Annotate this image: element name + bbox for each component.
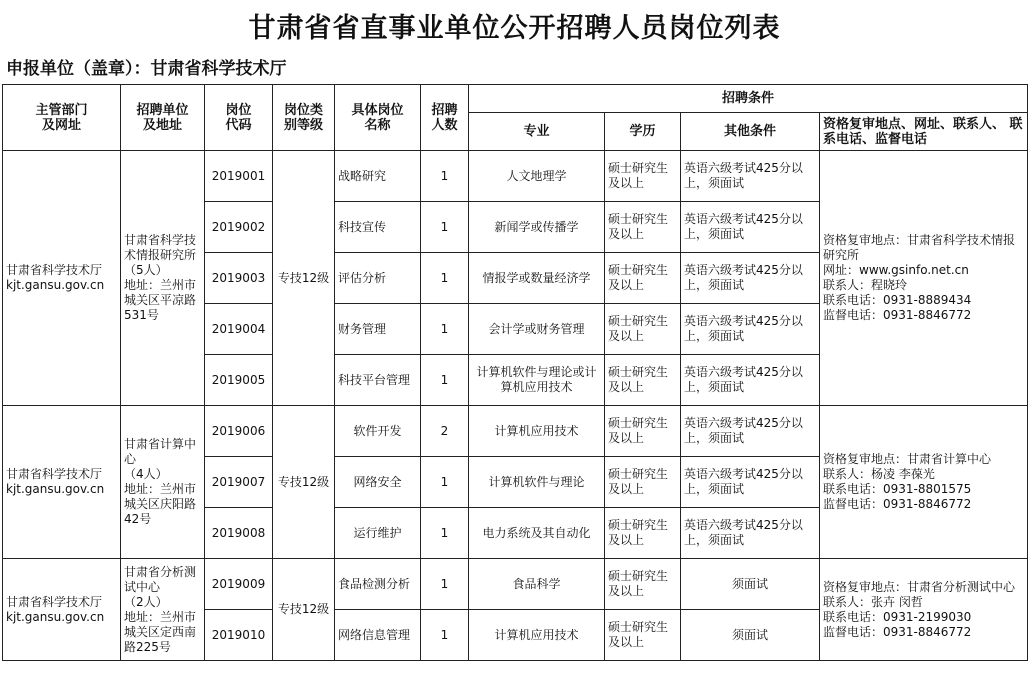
code-cell: 2019008 bbox=[205, 508, 273, 559]
education-cell: 硕士研究生及以上 bbox=[605, 151, 681, 202]
code-cell: 2019007 bbox=[205, 457, 273, 508]
position-cell: 运行维护 bbox=[335, 508, 421, 559]
header-education: 学历 bbox=[605, 113, 681, 151]
other-cell: 英语六级考试425分以上，须面试 bbox=[681, 151, 820, 202]
other-cell: 英语六级考试425分以上，须面试 bbox=[681, 202, 820, 253]
header-review: 资格复审地点、网址、联系人、 联系电话、监督电话 bbox=[820, 113, 1028, 151]
education-cell: 硕士研究生及以上 bbox=[605, 202, 681, 253]
position-cell: 网络安全 bbox=[335, 457, 421, 508]
major-cell: 计算机应用技术 bbox=[469, 610, 605, 661]
review-cell: 资格复审地点：甘肃省计算中心 联系人：杨凌 李葆光 联系电话：0931-8801575 监督电话：0931-8846772 bbox=[820, 406, 1028, 559]
education-cell: 硕士研究生及以上 bbox=[605, 304, 681, 355]
code-cell: 2019005 bbox=[205, 355, 273, 406]
other-cell: 英语六级考试425分以上，须面试 bbox=[681, 457, 820, 508]
major-cell: 人文地理学 bbox=[469, 151, 605, 202]
dept-cell: 甘肃省科学技术厅 kjt.gansu.gov.cn bbox=[3, 559, 121, 661]
header-other: 其他条件 bbox=[681, 113, 820, 151]
position-cell: 网络信息管理 bbox=[335, 610, 421, 661]
category-cell: 专技12级 bbox=[273, 151, 335, 406]
other-cell: 英语六级考试425分以上，须面试 bbox=[681, 355, 820, 406]
major-cell: 会计学或财务管理 bbox=[469, 304, 605, 355]
education-cell: 硕士研究生及以上 bbox=[605, 610, 681, 661]
review-cell: 资格复审地点：甘肃省科学技术情报研究所 网址：www.gsinfo.net.cn 联系人：程晓玲 联系电话：0931-8889434 监督电话：0931-8846772 bbox=[820, 151, 1028, 406]
education-cell: 硕士研究生及以上 bbox=[605, 559, 681, 610]
header-unit: 招聘单位 及地址 bbox=[121, 85, 205, 151]
review-cell: 资格复审地点：甘肃省分析测试中心 联系人：张卉 闵哲 联系电话：0931-2199030 监督电话：0931-8846772 bbox=[820, 559, 1028, 661]
table-row bbox=[3, 406, 1028, 457]
unit-cell: 甘肃省科学技术情报研究所 （5人） 地址：兰州市城关区平凉路531号 bbox=[121, 151, 205, 406]
major-cell: 电力系统及其自动化 bbox=[469, 508, 605, 559]
major-cell: 情报学或数量经济学 bbox=[469, 253, 605, 304]
code-cell: 2019001 bbox=[205, 151, 273, 202]
count-cell: 1 bbox=[421, 457, 469, 508]
header-count: 招聘 人数 bbox=[421, 85, 469, 151]
position-cell: 财务管理 bbox=[335, 304, 421, 355]
dept-cell: 甘肃省科学技术厅 kjt.gansu.gov.cn bbox=[3, 406, 121, 559]
education-cell: 硕士研究生及以上 bbox=[605, 406, 681, 457]
code-cell: 2019010 bbox=[205, 610, 273, 661]
count-cell: 1 bbox=[421, 559, 469, 610]
count-cell: 1 bbox=[421, 355, 469, 406]
other-cell: 英语六级考试425分以上，须面试 bbox=[681, 253, 820, 304]
category-cell: 专技12级 bbox=[273, 559, 335, 661]
count-cell: 1 bbox=[421, 508, 469, 559]
other-cell: 须面试 bbox=[681, 610, 820, 661]
position-cell: 评估分析 bbox=[335, 253, 421, 304]
header-dept: 主管部门 及网址 bbox=[3, 85, 121, 151]
count-cell: 1 bbox=[421, 151, 469, 202]
major-cell: 计算机应用技术 bbox=[469, 406, 605, 457]
other-cell: 须面试 bbox=[681, 559, 820, 610]
position-cell: 食品检测分析 bbox=[335, 559, 421, 610]
code-cell: 2019009 bbox=[205, 559, 273, 610]
count-cell: 2 bbox=[421, 406, 469, 457]
major-cell: 新闻学或传播学 bbox=[469, 202, 605, 253]
count-cell: 1 bbox=[421, 202, 469, 253]
page-title: 甘肃省省直事业单位公开招聘人员岗位列表 bbox=[248, 13, 781, 44]
position-cell: 科技平台管理 bbox=[335, 355, 421, 406]
code-cell: 2019004 bbox=[205, 304, 273, 355]
category-cell: 专技12级 bbox=[273, 406, 335, 559]
code-cell: 2019006 bbox=[205, 406, 273, 457]
education-cell: 硕士研究生及以上 bbox=[605, 508, 681, 559]
count-cell: 1 bbox=[421, 253, 469, 304]
position-cell: 战略研究 bbox=[335, 151, 421, 202]
table-row bbox=[3, 559, 1028, 610]
unit-cell: 甘肃省计算中心 （4人） 地址：兰州市城关区庆阳路42号 bbox=[121, 406, 205, 559]
major-cell: 计算机软件与理论或计算机应用技术 bbox=[469, 355, 605, 406]
header-category: 岗位类 别等级 bbox=[273, 85, 335, 151]
education-cell: 硕士研究生及以上 bbox=[605, 355, 681, 406]
header-major: 专业 bbox=[469, 113, 605, 151]
other-cell: 英语六级考试425分以上，须面试 bbox=[681, 406, 820, 457]
header-code: 岗位 代码 bbox=[205, 85, 273, 151]
position-cell: 科技宣传 bbox=[335, 202, 421, 253]
education-cell: 硕士研究生及以上 bbox=[605, 253, 681, 304]
count-cell: 1 bbox=[421, 610, 469, 661]
other-cell: 英语六级考试425分以上，须面试 bbox=[681, 304, 820, 355]
table-row bbox=[3, 151, 1028, 202]
code-cell: 2019003 bbox=[205, 253, 273, 304]
dept-cell: 甘肃省科学技术厅 kjt.gansu.gov.cn bbox=[3, 151, 121, 406]
position-cell: 软件开发 bbox=[335, 406, 421, 457]
recruitment-table bbox=[2, 84, 1028, 661]
other-cell: 英语六级考试425分以上，须面试 bbox=[681, 508, 820, 559]
major-cell: 食品科学 bbox=[469, 559, 605, 610]
major-cell: 计算机软件与理论 bbox=[469, 457, 605, 508]
education-cell: 硕士研究生及以上 bbox=[605, 457, 681, 508]
header-position: 具体岗位 名称 bbox=[335, 85, 421, 151]
unit-cell: 甘肃省分析测试中心 （2人） 地址：兰州市城关区定西南路225号 bbox=[121, 559, 205, 661]
count-cell: 1 bbox=[421, 304, 469, 355]
code-cell: 2019002 bbox=[205, 202, 273, 253]
reporting-unit: 申报单位（盖章）：甘肃省科学技术厅 bbox=[6, 59, 287, 79]
header-conditions: 招聘条件 bbox=[469, 85, 1028, 113]
